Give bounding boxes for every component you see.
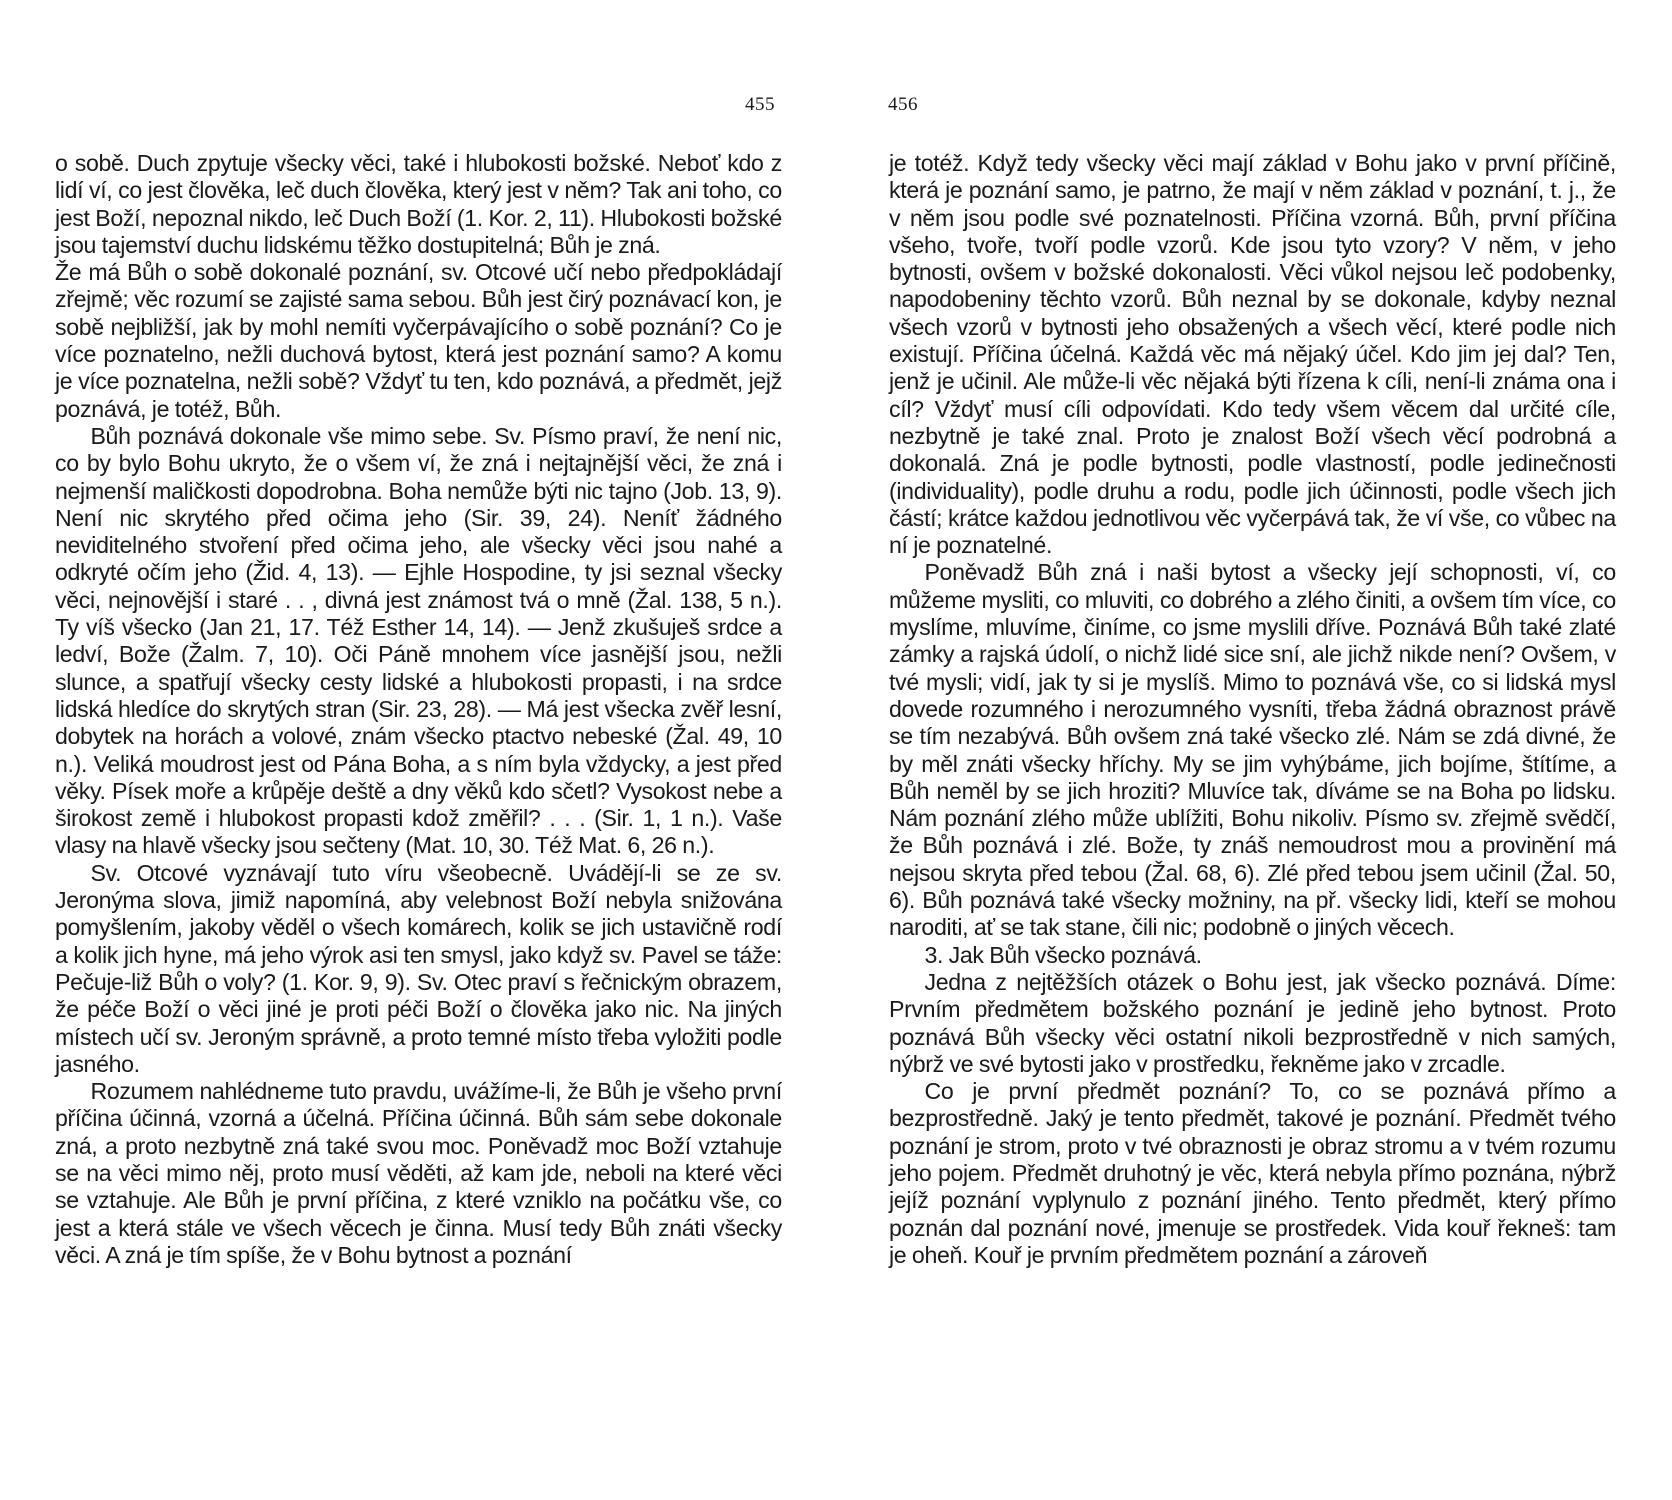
right-page <box>836 0 1672 1500</box>
paragraph: Jedna z nejtěžších otázek o Bohu jest, jak všecko poznává. Díme: Prvním předmětem božského poznání je jedině jeho bytnost. Proto poznává Bůh všecky věci ostatní nikoli bezprostředně v nich samých, nýbrž ve své bytosti jako v prostředku, řekněme jako v zrcadle. <box>889 968 1616 1077</box>
paragraph: Poněvadž Bůh zná i naši bytost a všecky její schopnosti, ví, co můžeme mysliti, co mluviti, co dobrého a zlého činiti, a ovšem tím více, co myslíme, mluvíme, činíme, co jsme myslili dříve. Poznává Bůh také zlaté zámky a rajská údolí, o nichž lidé sice sní, ale jichž nikde není? Ovšem, v tvé mysli; vidí, jak ty si je myslíš. Mimo to poznává vše, co si lidská mysl dovede rozumného i nerozumného vysníti, třeba žádná obraznost právě se tím nezabývá. Bůh ovšem zná také všecko zlé. Nám se zdá divné, že by měl znáti všecky hříchy. My se jim vyhýbáme, jich bojíme, štítíme, a Bůh neměl by se jich hroziti? Mluvíce tak, díváme se na Boha po lidsku. Nám poznání zlého může ublížiti, Bohu nikoliv. Písmo sv. zřejmě svědčí, že Bůh poznává i zlé. Bože, ty znáš nemoudrost mou a provinění má nejsou skryta před tebou (Žal. 68, 6). Zlé před tebou jsem učinil (Žal. 50, 6). Bůh poznává také všecky možniny, na př. všecky lidi, kteří se mohou naroditi, ať se tak stane, čili nic; podobně o jiných věcech. <box>889 559 1616 941</box>
page-number-right: 456 <box>888 94 918 115</box>
left-text-column <box>55 150 782 1269</box>
paragraph: Sv. Otcové vyznávají tuto víru všeobecně. Uvádějí-li se ze sv. Jeronýma slova, jimiž napomíná, aby velebnost Boží nebyla snižována pomyšlením, jakoby věděl o všech komárech, kolik se jich ustavičně rodí a kolik jich hyne, má jeho výrok asi ten smysl, jako když sv. Pavel se táže: Pečuje-liž Bůh o voly? (1. Kor. 9, 9). Sv. Otec praví s řečnickým obrazem, že péče Boží o věci jiné je proti péči Boží o člověka jako nic. Na jiných místech učí sv. Jeroným správně, a proto temné místo třeba vyložiti podle jasného. <box>55 859 782 1077</box>
paragraph: je totéž. Když tedy všecky věci mají základ v Bohu jako v první příčině, která je poznání samo, je patrno, že mají v něm základ v poznání, t. j., že v něm jsou podle své poznatelnosti. Příčina vzorná. Bůh, první příčina všeho, tvoře, tvoří podle vzorů. Kde jsou tyto vzory? V něm, v jeho bytnosti, ovšem v božské dokonalosti. Věci vůkol nejsou leč podobenky, napodobeniny těchto vzorů. Bůh neznal by se dokonale, kdyby neznal všech vzorů v bytnosti jeho obsažených a všech věcí, které podle nich existují. Příčina účelná. Každá věc má nějaký účel. Kdo jim jej dal? Ten, jenž je učinil. Ale může-li věc nějaká býti řízena k cíli, není-li známa ona i cíl? Vždyť musí cíli odpovídati. Kdo tedy všem věcem dal určité cíle, nezbytně je také znal. Proto je znalost Boží všech věcí podrobná a dokonalá. Zná je podle bytnosti, podle vlastností, podle jedinečnosti (individuality), podle druhu a rodu, podle jich účinnosti, podle všech jich částí; krátce každou jednotlivou věc vyčerpává tak, že ví vše, co vůbec na ní je poznatelné. <box>889 150 1616 559</box>
section-heading: 3. Jak Bůh všecko poznává. <box>924 941 1202 968</box>
paragraph: Rozumem nahlédneme tuto pravdu, uvážíme-li, že Bůh je všeho první příčina účinná, vzorná a účelná. Příčina účinná. Bůh sám sebe dokonale zná, a proto nezbytně zná také svou moc. Poněvadž moc Boží vztahuje se na věci mimo něj, proto musí věděti, až kam jde, neboli na které věci se vztahuje. Ale Bůh je první příčina, z které vzniklo na počátku vše, co jest a která stále ve všech věcech je činna. Musí tedy Bůh znáti všecky věci. A zná je tím spíše, že v Bohu bytnost a poznání <box>55 1078 782 1268</box>
paragraph: Bůh poznává dokonale vše mimo sebe. Sv. Písmo praví, že není nic, co by bylo Bohu ukryto, že o všem ví, že zná i nejtajnější věci, že zná i nejmenší maličkosti dopodrobna. Boha nemůže býti nic tajno (Job. 13, 9). Není nic skrytého před očima jeho (Sir. 39, 24). Neníť žádného neviditelného stvoření před očima jeho, ale všecky věci jsou nahé a odkryté očím jeho (Žid. 4, 13). — Ejhle Hospodine, ty jsi seznal všecky věci, nejnovější i staré . . , divná jest známost tvá o mně (Žal. 138, 5 n.). Ty víš všecko (Jan 21, 17. Též Esther 14, 14). — Jenž zkušuješ srdce a ledví, Bože (Žalm. 7, 10). Oči Páně mnohem více jasnější jsou, nežli slunce, a spatřují všecky cesty lidské a hlubokosti propasti, i na srdce lidská hledíce do skrytých stran (Sir. 23, 28). — Má jest všecka zvěř lesní, dobytek na horách a volové, znám všecko ptactvo nebeské (Žal. 49, 10 n.). Veliká moudrost jest od Pána Boha, a s ním byla vždycky, a jest před věky. Písek moře a krůpěje deště a dny věků kdo sčetl? Vysokost nebe a širokost země i hlubokost propasti kdož změřil? . . . (Sir. 1, 1 n.). Vaše vlasy na hlavě všecky jsou sečteny (Mat. 10, 30. Též Mat. 6, 26 n.). <box>55 422 782 859</box>
right-text-column <box>889 150 1616 1269</box>
paragraph: o sobě. Duch zpytuje všecky věci, také i hlubokosti božské. Neboť kdo z lidí ví, co jest člověka, leč duch člověka, který jest v něm? Tak ani toho, co jest Boží, nepoznal nikdo, leč Duch Boží (1. Kor. 2, 11). Hlubokosti božské jsou tajemství duchu lidskému těžko dostupitelná; Bůh je zná. <box>55 150 782 258</box>
paragraph: Že má Bůh o sobě dokonalé poznání, sv. Otcové učí nebo předpokládají zřejmě; věc rozumí se zajisté sama sebou. Bůh jest čirý poznávací kon, je sobě nejbližší, jak by mohl nemíti vyčerpávajícího o sobě poznání? Co je více poznatelno, nežli duchová bytost, která jest poznání samo? A komu je více poznatelna, nežli sobě? Vždyť tu ten, kdo poznává, a předmět, jejž poznává, je totéž, Bůh. <box>55 259 782 422</box>
page-number-left: 455 <box>745 94 775 115</box>
paragraph: Co je první předmět poznání? To, co se poznává přímo a bezprostředně. Jaký je tento předmět, takové je poznání. Předmět tvého poznání je strom, proto v tvé obraznosti je obraz stromu a v tvém rozumu jeho pojem. Předmět druhotný je věc, která nebyla přímo poznána, nýbrž jejíž poznání vyplynulo z poznání jiného. Tento předmět, který přímo poznán dal poznání nové, jmenuje se prostředek. Vida kouř řekneš: tam je oheň. Kouř je prvním předmětem poznání a zároveň <box>889 1078 1616 1268</box>
